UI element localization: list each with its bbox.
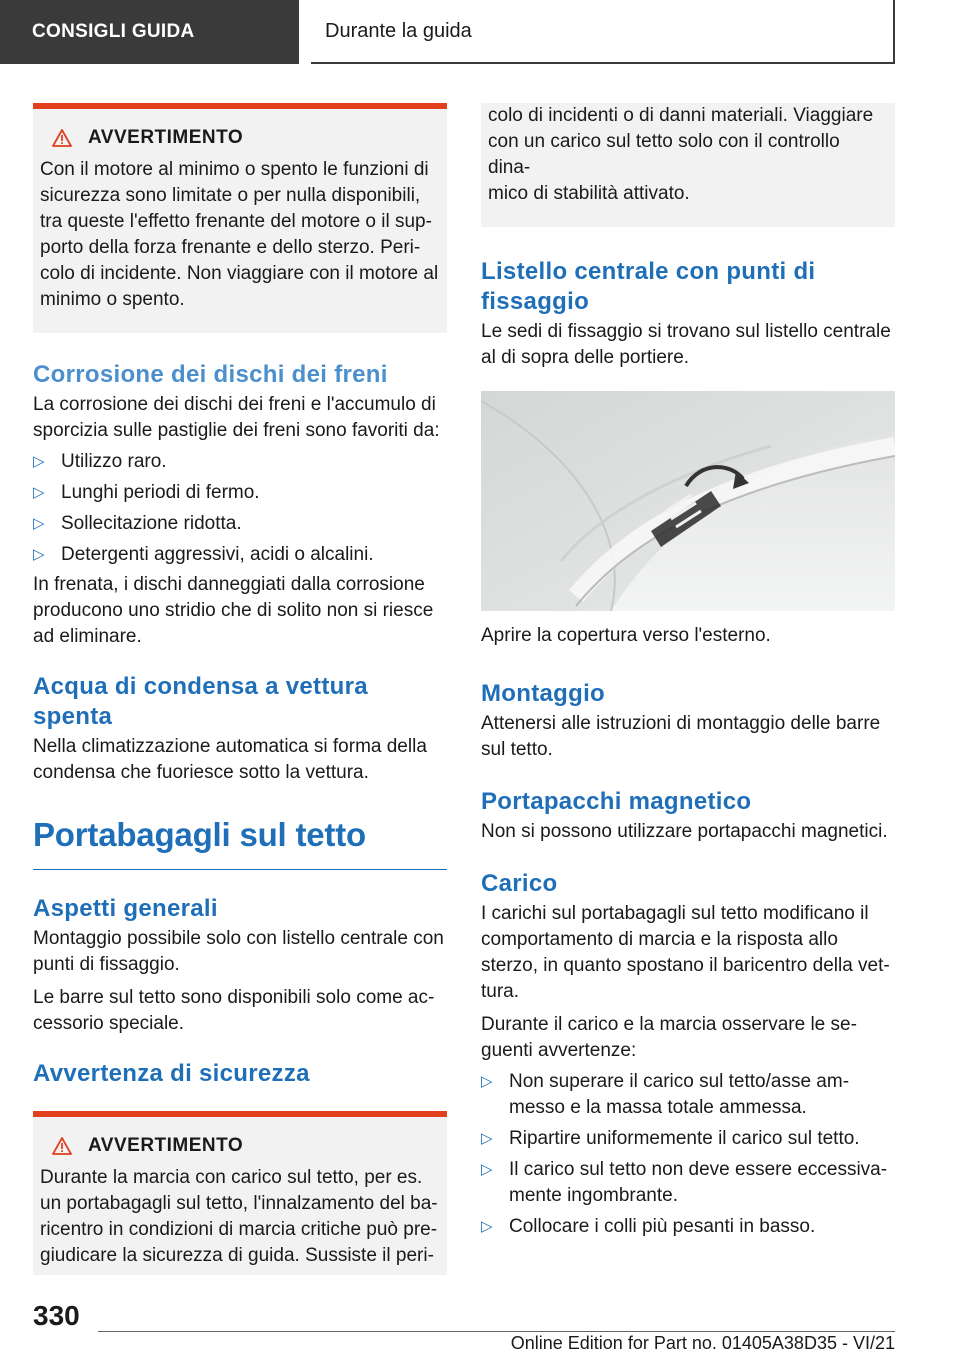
warning-box-roof-load xyxy=(33,1111,447,1275)
photo-caption: Aprire la copertura verso l'esterno. xyxy=(481,625,771,646)
list-item: ▷ Lunghi periodi di fermo. xyxy=(33,480,447,506)
general-text-2: Le barre sul tetto sono disponibili solo come ac‐ cessorio speciale. xyxy=(33,987,435,1034)
condensation-text: Nella climatizzazione automatica si forma della condensa che fuoriesce sotto la vettura. xyxy=(33,736,427,783)
heading-center-strip: Listello centrale con punti di fissaggio xyxy=(481,258,816,315)
corrosion-outro: In frenata, i dischi danneggiati dalla corrosione producono uno stridio che di solito non si riesce ad eliminare. xyxy=(33,574,434,647)
warning-triangle-icon xyxy=(52,1137,72,1155)
mounting-text: Attenersi alle istruzioni di montaggio delle barre sul tetto. xyxy=(481,713,881,760)
roof-strip-illustration xyxy=(481,391,895,611)
chapter-title: Durante la guida xyxy=(325,19,472,42)
warning-triangle-icon xyxy=(52,129,72,147)
bullet-triangle-icon: ▷ xyxy=(481,1130,493,1147)
bullet-triangle-icon: ▷ xyxy=(33,546,45,563)
chapter-tab xyxy=(311,0,895,64)
magnetic-text: Non si possono utilizzare portapacchi magnetici. xyxy=(481,821,888,842)
left-column xyxy=(33,103,447,1275)
section-title: CONSIGLI GUIDA xyxy=(32,21,195,42)
footer-rule xyxy=(98,1331,895,1332)
roof-strip-photo xyxy=(481,391,895,611)
load-text-2: Durante il carico e la marcia osservare le se‐ guenti avvertenze: xyxy=(481,1014,857,1061)
heading-rule xyxy=(33,869,447,870)
heading-load: Carico xyxy=(481,870,558,897)
warning-title: AVVERTIMENTO xyxy=(40,127,439,149)
corrosion-list xyxy=(33,449,447,568)
heading-magnetic-rack: Portapacchi magnetico xyxy=(481,788,752,815)
corrosion-intro: La corrosione dei dischi dei freni e l'accumulo di sporcizia sulle pastiglie dei freni sono favoriti da: xyxy=(33,394,440,441)
bullet-triangle-icon: ▷ xyxy=(33,453,45,470)
center-strip-text: Le sedi di fissaggio si trovano sul listello centrale al di sopra delle portiere. xyxy=(481,321,891,368)
right-column xyxy=(481,103,895,1240)
list-item: ▷ Detergenti aggressivi, acidi o alcalini. xyxy=(33,542,447,568)
bullet-triangle-icon: ▷ xyxy=(33,484,45,501)
warning-text: Con il motore al minimo o spento le funzioni di sicurezza sono limitate o per nulla disponibili, tra queste l'effetto frenante del motore o il sup‐ porto della forza frenante e dello sterzo. Peri‐ colo di incidente. Non viaggiare con il motore al minimo o spento. xyxy=(40,159,439,310)
list-item: ▷ Ripartire uniformemente il carico sul tetto. xyxy=(481,1126,895,1152)
heading-brake-corrosion: Corrosione dei dischi dei freni xyxy=(33,361,388,388)
heading-roof-rack: Portabagagli sul tetto xyxy=(33,816,366,853)
list-item: ▷ Non superare il carico sul tetto/asse am‐ messo e la massa totale ammessa. xyxy=(481,1071,850,1118)
load-text-1: I carichi sul portabagagli sul tetto modificano il comportamento di marcia e la risposta allo sterzo, in quanto spostano il baricentro della vet‐ tura. xyxy=(481,903,890,1002)
list-item: ▷ Sollecitazione ridotta. xyxy=(33,511,447,537)
bullet-triangle-icon: ▷ xyxy=(481,1218,493,1235)
list-item: ▷ Collocare i colli più pesanti in basso. xyxy=(481,1214,895,1240)
list-item: ▷ Il carico sul tetto non deve essere eccessiva‐ mente ingombrante. xyxy=(481,1159,888,1206)
load-list xyxy=(481,1069,895,1240)
bullet-triangle-icon: ▷ xyxy=(481,1073,493,1090)
warning-box-engine xyxy=(33,103,447,333)
heading-condensation: Acqua di condensa a vettura spenta xyxy=(33,673,368,730)
heading-general-aspects: Aspetti generali xyxy=(33,895,218,922)
general-text-1: Montaggio possibile solo con listello centrale con punti di fissaggio. xyxy=(33,928,444,975)
list-item: ▷ Utilizzo raro. xyxy=(33,449,447,475)
section-tab xyxy=(0,0,299,64)
warning-text: Durante la marcia con carico sul tetto, per es. un portabagagli sul tetto, l'innalzamento del ba‐ ricentro in condizioni di marcia critiche può pre‐ giudicare la sicurezza di guida. Sussiste il peri‐ xyxy=(40,1167,438,1266)
warning-title: AVVERTIMENTO xyxy=(40,1135,439,1157)
heading-safety-note: Avvertenza di sicurezza xyxy=(33,1060,310,1087)
bullet-triangle-icon: ▷ xyxy=(481,1161,493,1178)
edition-text: Online Edition for Part no. 01405A38D35 - VI/21 xyxy=(510,1333,895,1353)
warning-text: colo di incidenti o di danni materiali. Viaggiare con un carico sul tetto solo con il controllo dina‐ mico di stabilità attivato. xyxy=(488,105,874,204)
bullet-triangle-icon: ▷ xyxy=(33,515,45,532)
warning-box-continued xyxy=(481,103,895,227)
page-number: 330 xyxy=(33,1300,80,1331)
heading-mounting: Montaggio xyxy=(481,680,606,707)
